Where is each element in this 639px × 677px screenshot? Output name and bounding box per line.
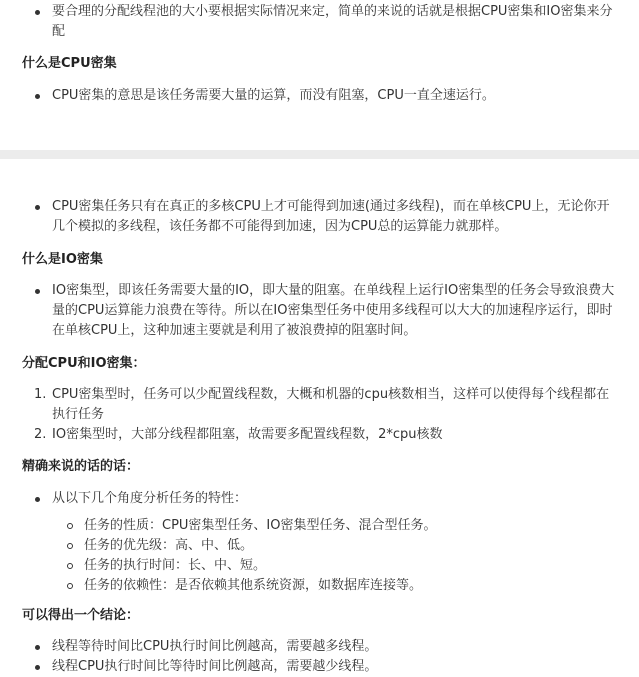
trait-text: 任务的优先级：高、中、低。	[84, 538, 254, 553]
list-item	[22, 657, 621, 677]
analyze-text: 从以下几个角度分析任务的特性：	[52, 491, 248, 506]
list-item	[22, 576, 621, 596]
conclusion-list	[22, 637, 621, 677]
section-divider	[0, 150, 639, 159]
article-section-2	[0, 159, 639, 675]
list-item	[22, 556, 621, 576]
list-item	[22, 385, 621, 425]
trait-text: 任务的依赖性：是否依赖其他系统资源，如数据库连接等。	[84, 578, 423, 593]
allocation-text: IO密集型时，大部分线程都阻塞，故需要多配置线程数，2*cpu核数	[52, 427, 443, 442]
list-item	[22, 425, 621, 445]
cpu-def-list	[22, 86, 621, 106]
intro-text: 要合理的分配线程池的大小要根据实际情况来定，简单的来说的话就是根据CPU密集和IO密集来分配	[52, 4, 613, 39]
heading-cpu-intensive: 什么是CPU密集	[22, 56, 117, 71]
list-number: 2.	[34, 427, 47, 442]
list-item	[22, 197, 621, 237]
list-item	[22, 637, 621, 657]
list-item	[22, 489, 621, 509]
intro-list	[22, 2, 621, 42]
trait-text: 任务的执行时间：长、中、短。	[84, 558, 267, 573]
conclusion-text: 线程等待时间比CPU执行时间比例越高，需要越多线程。	[52, 639, 378, 654]
list-item	[22, 2, 621, 42]
cpu-multi-text: CPU密集任务只有在真正的多核CPU上才可能得到加速(通过多线程)，而在单核CPU上，无论你开几个模拟的多线程，该任务都不可能得到加速，因为CPU总的运算能力就那样。	[52, 199, 610, 234]
list-item	[22, 86, 621, 106]
conclusion-text: 线程CPU执行时间比等待时间比例越高，需要越少线程。	[52, 659, 378, 674]
io-def-text: IO密集型，即该任务需要大量的IO，即大量的阻塞。在单线程上运行IO密集型的任务会导致浪费大量的CPU运算能力浪费在等待。所以在IO密集型任务中使用多线程可以大大的加速程序运行，即时在单核CPU上，这种加速主要就是利用了被浪费掉的阻塞时间。	[52, 283, 615, 338]
heading-allocation: 分配CPU和IO密集：	[22, 356, 146, 371]
list-item	[22, 536, 621, 556]
heading-conclusion: 可以得出一个结论：	[22, 608, 140, 623]
heading-precise: 精确来说的话的话：	[22, 459, 140, 474]
trait-text: 任务的性质：CPU密集型任务、IO密集型任务、混合型任务。	[84, 518, 437, 533]
list-number: 1.	[34, 387, 47, 402]
allocation-text: CPU密集型时，任务可以少配置线程数，大概和机器的cpu核数相当，这样可以使得每个线程都在执行任务	[52, 387, 610, 422]
task-traits-list	[22, 516, 621, 596]
article-section-1	[0, 0, 639, 150]
list-item	[22, 516, 621, 536]
heading-io-intensive: 什么是IO密集	[22, 252, 103, 267]
cpu-def-text: CPU密集的意思是该任务需要大量的运算，而没有阻塞，CPU一直全速运行。	[52, 88, 495, 103]
list-item	[22, 281, 621, 341]
analyze-list	[22, 489, 621, 509]
allocation-list	[22, 385, 621, 445]
cpu-multi-list	[22, 197, 621, 237]
io-def-list	[22, 281, 621, 341]
